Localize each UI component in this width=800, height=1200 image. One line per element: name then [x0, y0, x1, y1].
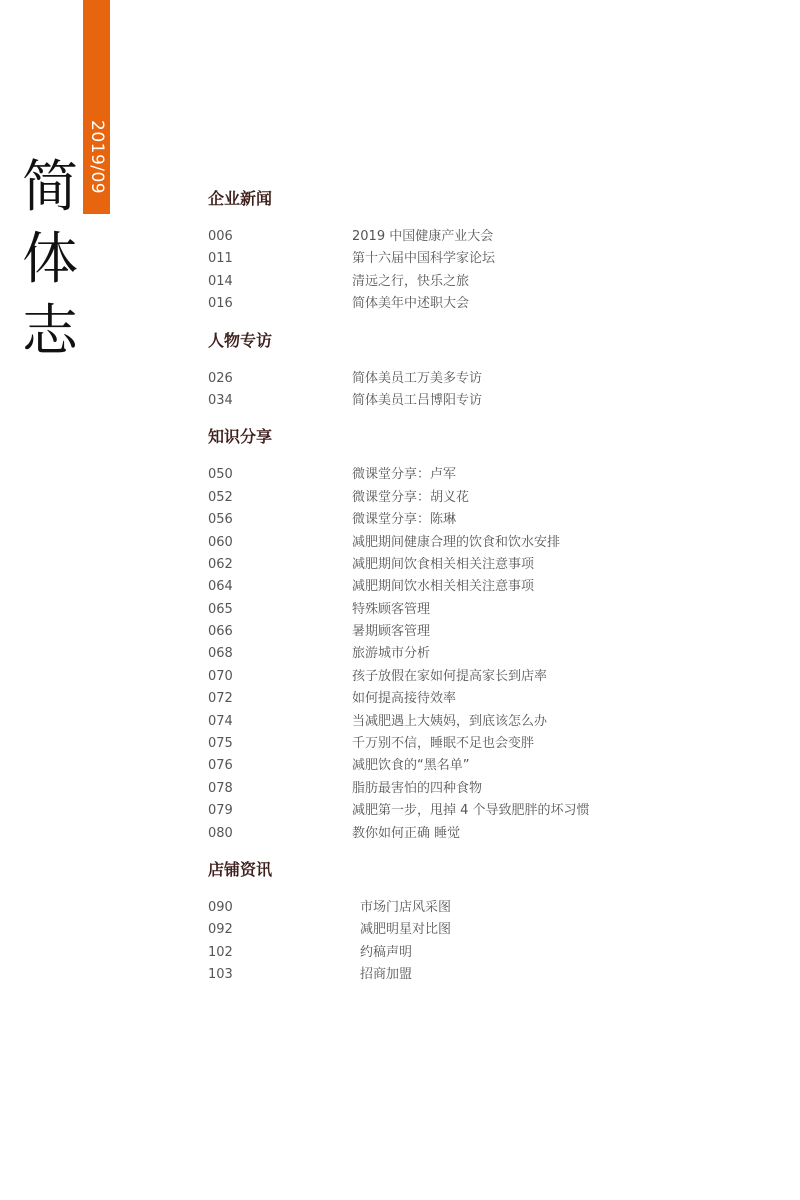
entry-title: 简体美员工吕博阳专访: [352, 392, 483, 408]
entry-title: 简体美员工万美多专访: [352, 370, 483, 386]
toc-entry[interactable]: [208, 733, 768, 755]
toc-entry[interactable]: [208, 226, 768, 248]
toc-entry[interactable]: [208, 755, 768, 777]
magazine-title-char: 志: [22, 299, 78, 364]
toc-entry[interactable]: [208, 464, 768, 486]
entry-title: 如何提高接待效率: [352, 691, 457, 707]
toc-entry[interactable]: [208, 487, 768, 509]
entry-title: 约稿声明: [360, 944, 413, 960]
magazine-title: [20, 152, 80, 368]
toc-entry[interactable]: [208, 897, 768, 919]
entry-title: 招商加盟: [360, 967, 413, 983]
page-number: 016: [208, 296, 233, 312]
toc-entry[interactable]: [208, 688, 768, 710]
toc-entry[interactable]: [208, 509, 768, 531]
entry-title: 减肥期间健康合理的饮食和饮水安排: [352, 534, 561, 550]
page-number: 006: [208, 229, 233, 244]
toc-entry[interactable]: [208, 800, 768, 822]
magazine-title-char: 体: [22, 227, 78, 292]
entry-title: 减肥第一步，甩掉 4 个导致肥胖的坏习惯: [352, 803, 590, 819]
toc-entry[interactable]: [208, 666, 768, 688]
page-number: 026: [208, 370, 233, 386]
page-number: 076: [208, 758, 233, 774]
toc-entry[interactable]: [208, 942, 768, 964]
entry-title: 当减肥遇上大姨妈，到底该怎么办: [352, 713, 548, 729]
page-number: 011: [208, 251, 233, 267]
section-title: 知识分享: [208, 427, 273, 447]
page-number: 056: [208, 512, 233, 528]
page-number: 065: [208, 601, 233, 617]
toc-entry[interactable]: [208, 390, 768, 412]
page-number: 072: [208, 691, 233, 707]
page-number: 050: [208, 467, 233, 483]
entry-title: 减肥期间饮食相关相关注意事项: [352, 556, 535, 572]
entry-title: 市场门店风采图: [360, 899, 452, 915]
table-of-contents: [208, 184, 768, 997]
page-number: 014: [208, 273, 233, 289]
toc-entry[interactable]: [208, 643, 768, 665]
toc-entry[interactable]: [208, 778, 768, 800]
entry-title: 减肥饮食的“黑名单”: [352, 758, 470, 774]
entry-title: 微课堂分享：胡义花: [352, 489, 470, 505]
section-title: 店铺资讯: [208, 859, 273, 879]
page-number: 066: [208, 624, 233, 640]
entry-title: 减肥期间饮水相关相关注意事项: [352, 579, 535, 595]
entry-title: 脂肪最害怕的四种食物: [352, 780, 483, 796]
page-number: 078: [208, 780, 233, 796]
page-number: 064: [208, 579, 233, 595]
entry-title: 微课堂分享：陈琳: [352, 512, 457, 528]
toc-section-store-news: [208, 855, 768, 987]
toc-entry[interactable]: [208, 293, 768, 315]
toc-section-company-news: [208, 184, 768, 316]
toc-entry[interactable]: [208, 248, 768, 270]
section-title: 人物专访: [208, 330, 273, 350]
entry-title: 微课堂分享：卢军: [352, 467, 457, 483]
page-number: 102: [208, 944, 233, 960]
entry-title: 孩子放假在家如何提高家长到店率: [352, 668, 548, 684]
toc-entry[interactable]: [208, 576, 768, 598]
entry-title: 暑期顾客管理: [352, 624, 431, 640]
page-number: 068: [208, 646, 233, 662]
toc-entry[interactable]: [208, 271, 768, 293]
page-number: 080: [208, 825, 233, 841]
entry-title: 清远之行，快乐之旅: [352, 273, 470, 289]
entry-title: 教你如何正确 睡觉: [352, 825, 461, 841]
toc-section-interviews: [208, 326, 768, 413]
page-number: 034: [208, 392, 233, 408]
page-number: 052: [208, 489, 233, 505]
magazine-title-char: 简: [22, 155, 78, 220]
page-number: 079: [208, 803, 233, 819]
toc-entry[interactable]: [208, 368, 768, 390]
entry-title: 简体美年中述职大会: [352, 296, 470, 312]
toc-entry[interactable]: [208, 599, 768, 621]
page-number: 075: [208, 736, 233, 752]
page-number: 103: [208, 967, 233, 983]
toc-entry[interactable]: [208, 823, 768, 845]
entry-title: 2019 中国健康产业大会: [352, 229, 494, 244]
toc-section-knowledge: [208, 422, 768, 845]
toc-entry[interactable]: [208, 919, 768, 941]
toc-entry[interactable]: [208, 964, 768, 986]
entry-title: 第十六届中国科学家论坛: [352, 251, 496, 267]
entry-title: 旅游城市分析: [352, 646, 431, 662]
toc-entry[interactable]: [208, 532, 768, 554]
entry-title: 减肥明星对比图: [360, 922, 452, 938]
page-number: 060: [208, 534, 233, 550]
page-number: 070: [208, 668, 233, 684]
page-number: 092: [208, 922, 233, 938]
toc-entry[interactable]: [208, 711, 768, 733]
entry-title: 特殊顾客管理: [352, 601, 431, 617]
entry-title: 千万别不信，睡眠不足也会变胖: [352, 736, 535, 752]
page-number: 090: [208, 899, 233, 915]
page-number: 074: [208, 713, 233, 729]
page-number: 062: [208, 556, 233, 572]
issue-date: 2019/09: [87, 120, 107, 195]
toc-entry[interactable]: [208, 621, 768, 643]
section-title: 企业新闻: [208, 189, 273, 208]
toc-entry[interactable]: [208, 554, 768, 576]
